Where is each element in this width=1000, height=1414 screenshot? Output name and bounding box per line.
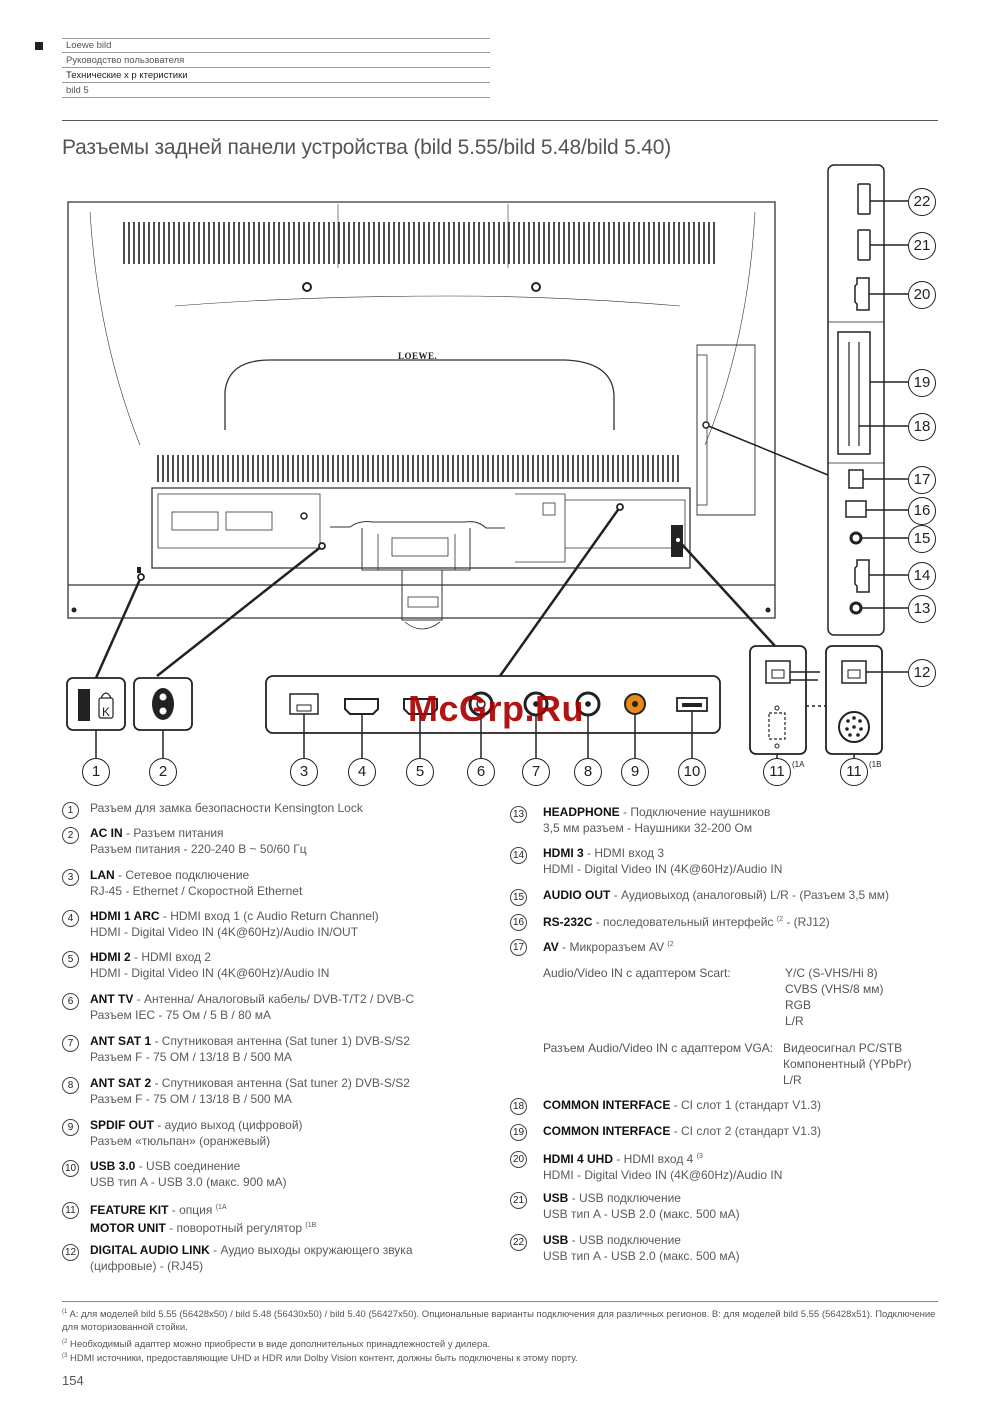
legend-desc: - HDMI вход 4 — [613, 1152, 694, 1166]
footnote-mark: (2 — [62, 1339, 68, 1345]
callout-14: 14 — [908, 562, 936, 590]
callout-19: 19 — [908, 369, 936, 397]
vent-top — [124, 222, 714, 264]
legend-title: COMMON INTERFACE — [543, 1124, 671, 1138]
legend-title: FEATURE KIT — [90, 1203, 169, 1217]
av-scart-value: L/R — [785, 1014, 804, 1028]
mount-hole — [303, 283, 311, 291]
section-title: Разъемы задней панели устройства (bild 5.55/bild 5.48/bild 5.40) — [62, 136, 672, 159]
legend-desc: Разъем для замка безопасности Kensington Lock — [90, 801, 363, 815]
legend-item-5 — [90, 949, 329, 981]
av-vga-value: Компонентный (YPbPr) — [783, 1057, 912, 1071]
legend-title: LAN — [90, 868, 115, 882]
legend-item-9 — [90, 1117, 303, 1149]
footnote-rule — [62, 1301, 938, 1302]
callout-21: 21 — [908, 232, 936, 260]
legend-sup: (2 — [667, 941, 674, 948]
legend-num-19: 19 — [510, 1124, 527, 1141]
callout-5: 5 — [406, 758, 434, 786]
legend-item-14 — [543, 845, 782, 877]
legend-title: USB — [543, 1191, 569, 1205]
footnote-mark: (3 — [62, 1353, 68, 1359]
legend-desc: - Аудио выходы окружающего звука — [209, 1243, 413, 1257]
legend-line2: HDMI - Digital Video IN (4K@60Hz)/Audio IN — [543, 862, 783, 876]
legend-title: USB — [543, 1233, 569, 1247]
legend-num-17: 17 — [510, 939, 527, 956]
legend-title: ANT SAT 2 — [90, 1076, 152, 1090]
feature-kit-box — [750, 646, 882, 754]
legend-item-13 — [543, 804, 770, 836]
legend-item-15 — [543, 887, 889, 903]
callout-2: 2 — [149, 758, 177, 786]
legend-num-18: 18 — [510, 1098, 527, 1115]
callout-11b: 11 — [840, 758, 868, 786]
legend-desc: - Спутниковая антенна (Sat tuner 2) DVB-S/S2 — [151, 1076, 410, 1090]
legend-line2: Разъем F - 75 ОМ / 13/18 В / 500 МА — [90, 1092, 292, 1106]
hdmi-port-14 — [855, 560, 869, 592]
footnote-text: HDMI источники, предоставляющие UHD и HDR или Dolby Vision контент, должны быть подключены к этому порту. — [67, 1353, 578, 1365]
callout-11b-sup: (1B — [869, 760, 882, 769]
legend-line2: Разъем IEC - 75 Ом / 5 В / 80 мА — [90, 1008, 272, 1022]
legend-title: HEADPHONE — [543, 805, 620, 819]
legend-title: USB 3.0 — [90, 1159, 136, 1173]
callout-3: 3 — [290, 758, 318, 786]
legend-item-20 — [543, 1149, 782, 1183]
av-scart-label: Audio/Video IN с адаптером Scart: — [543, 966, 731, 980]
callout-7: 7 — [522, 758, 550, 786]
legend-num-2: 2 — [62, 827, 79, 844]
footnote-3 — [62, 1350, 942, 1365]
callout-11a-sup: (1A — [792, 760, 805, 769]
legend-line2: USB тип A - USB 3.0 (макс. 900 мА) — [90, 1175, 287, 1189]
ac-in-box — [134, 678, 192, 730]
legend-desc: - HDMI вход 2 — [130, 950, 211, 964]
callout-12: 12 — [908, 659, 936, 687]
legend-desc: - HDMI вход 3 — [583, 846, 664, 860]
callout-22: 22 — [908, 188, 936, 216]
legend-desc: - Микроразъем AV — [558, 940, 665, 954]
header-model: bild 5 — [62, 84, 490, 98]
watermark: McGrp.Ru — [408, 688, 585, 729]
legend-item-4 — [90, 908, 379, 940]
legend-num-4: 4 — [62, 910, 79, 927]
legend-num-8: 8 — [62, 1077, 79, 1094]
av-scart-value: RGB — [785, 998, 812, 1012]
legend-num-9: 9 — [62, 1119, 79, 1136]
legend-num-21: 21 — [510, 1192, 527, 1209]
legend-desc: - USB подключение — [568, 1191, 681, 1205]
footnote-mark: (1 — [62, 1309, 68, 1315]
legend-line2: Разъем «тюльпан» (оранжевый) — [90, 1134, 271, 1148]
legend-item-19 — [543, 1123, 821, 1139]
callout-8: 8 — [574, 758, 602, 786]
legend-line2: Разъем питания - 220-240 В ~ 50/60 Гц — [90, 842, 307, 856]
mount-hole — [532, 283, 540, 291]
usb-port-22 — [858, 184, 870, 214]
legend-title: AC IN — [90, 826, 123, 840]
legend-item-16 — [543, 912, 830, 930]
legend-num-13: 13 — [510, 806, 527, 823]
legend-num-15: 15 — [510, 889, 527, 906]
legend-title: AUDIO OUT — [543, 888, 611, 902]
legend-desc: - HDMI вход 1 (с Audio Return Channel) — [159, 909, 379, 923]
legend-desc: - последовательный интерфейс — [592, 915, 774, 929]
legend-desc: - Спутниковая антенна (Sat tuner 1) DVB-S/S2 — [151, 1034, 410, 1048]
callout-11a: 11 — [763, 758, 791, 786]
footnote-1 — [62, 1306, 942, 1334]
legend-title: SPDIF OUT — [90, 1118, 155, 1132]
legend-item-3 — [90, 867, 302, 899]
hdmi-port-20 — [855, 278, 869, 310]
callout-4: 4 — [348, 758, 376, 786]
legend-line2: 3,5 мм разъем - Наушники 32-200 Ом — [543, 821, 753, 835]
legend-item-7 — [90, 1033, 410, 1065]
legend-title: ANT SAT 1 — [90, 1034, 152, 1048]
usb-port-21 — [858, 230, 870, 260]
legend-title: HDMI 2 — [90, 950, 131, 964]
legend-desc: - Сетевое подключение — [114, 868, 250, 882]
legend-desc: - Разъем питания — [122, 826, 224, 840]
footnote-text: Необходимый адаптер можно приобрести в виде дополнительных принадлежностей у дилера. — [67, 1339, 491, 1351]
legend-item-2 — [90, 825, 307, 857]
legend-num-5: 5 — [62, 951, 79, 968]
headphone-jack-13 — [851, 603, 861, 613]
legend-item-21 — [543, 1190, 740, 1222]
legend-line2: RJ-45 - Ethernet / Скоростной Ethernet — [90, 884, 303, 898]
legend-desc2: - (RJ12) — [782, 915, 830, 929]
legend-title: ANT TV — [90, 992, 134, 1006]
header-manual: Руководство пользователя — [62, 54, 490, 68]
legend-line2: HDMI - Digital Video IN (4K@60Hz)/Audio IN/OUT — [90, 925, 359, 939]
legend-line2: (цифровые) - (RJ45) — [90, 1259, 204, 1273]
callout-10: 10 — [678, 758, 706, 786]
legend-num-12: 12 — [62, 1244, 79, 1261]
callout-1: 1 — [82, 758, 110, 786]
footnote-2 — [62, 1336, 942, 1351]
legend-desc: - Аудиовыход (аналоговый) L/R - (Разъем 3,5 мм) — [610, 888, 890, 902]
callout-18: 18 — [908, 413, 936, 441]
legend-title: AV — [543, 940, 559, 954]
callout-16: 16 — [908, 497, 936, 525]
footnote-text: A: для моделей bild 5.55 (56428x50) / bild 5.48 (56430x50) / bild 5.40 (56427x50). Опциональные варианты подключения для различных регионов. B: для моделей bild 5.55 (56428x51). Подключение для моторизованной стойки. — [62, 1309, 936, 1334]
header-chapter: Технические х р ктеристики — [62, 69, 490, 83]
av-port-17 — [849, 470, 863, 488]
legend-sup: (3 — [696, 1153, 703, 1160]
legend-sup: (1A — [215, 1204, 227, 1211]
legend-line2: USB тип A - USB 2.0 (макс. 500 мА) — [543, 1249, 740, 1263]
legend-num-6: 6 — [62, 993, 79, 1010]
legend-num-7: 7 — [62, 1035, 79, 1052]
callout-17: 17 — [908, 466, 936, 494]
kensington-box — [67, 678, 125, 730]
legend-num-1: 1 — [62, 802, 79, 819]
legend-item-12 — [90, 1242, 413, 1274]
legend-item-1 — [90, 800, 363, 816]
legend-line2: Разъем F - 75 ОМ / 13/18 В / 500 МА — [90, 1050, 292, 1064]
callout-20: 20 — [908, 281, 936, 309]
legend-num-20: 20 — [510, 1151, 527, 1168]
page-number: 154 — [62, 1373, 84, 1388]
legend-desc: - опция — [168, 1203, 213, 1217]
legend-desc: - Подключение наушников — [619, 805, 771, 819]
legend-line2: - поворотный регулятор — [165, 1221, 303, 1235]
legend-title: DIGITAL AUDIO LINK — [90, 1243, 210, 1257]
legend-desc: - CI слот 1 (стандарт V1.3) — [670, 1098, 821, 1112]
legend-line2-title: MOTOR UNIT — [90, 1221, 166, 1235]
legend-num-10: 10 — [62, 1160, 79, 1177]
legend-title: HDMI 1 ARC — [90, 909, 160, 923]
legend-item-8 — [90, 1075, 410, 1107]
legend-sup: (2 — [776, 916, 783, 923]
av-scart-value: CVBS (VHS/8 мм) — [785, 982, 884, 996]
side-connector-panel — [828, 165, 884, 635]
callout-6: 6 — [467, 758, 495, 786]
legend-num-22: 22 — [510, 1234, 527, 1251]
legend-sup: (1B — [305, 1222, 317, 1229]
callout-9: 9 — [621, 758, 649, 786]
legend-num-11: 11 — [62, 1202, 79, 1219]
legend-title: RS-232C — [543, 915, 593, 929]
legend-title: COMMON INTERFACE — [543, 1098, 671, 1112]
hdmi1-port — [345, 699, 378, 714]
legend-item-17 — [543, 937, 674, 955]
legend-item-6 — [90, 991, 414, 1023]
av-vga-label: Разъем Audio/Video IN с адаптером VGA: — [543, 1041, 774, 1055]
legend-desc: - аудио выход (цифровой) — [154, 1118, 303, 1132]
legend-desc: - Антенна/ Аналоговый кабель/ DVB-T/T2 / DVB-C — [133, 992, 415, 1006]
legend-line2: HDMI - Digital Video IN (4K@60Hz)/Audio IN — [543, 1168, 783, 1182]
legend-desc: - CI слот 2 (стандарт V1.3) — [670, 1124, 821, 1138]
tv-outline — [68, 202, 775, 618]
legend-desc: - USB подключение — [568, 1233, 681, 1247]
legend-item-10 — [90, 1158, 287, 1190]
legend-title: HDMI 3 — [543, 846, 584, 860]
legend-item-22 — [543, 1232, 740, 1264]
header-product: Loewe bild — [62, 39, 490, 53]
av-vga-value: L/R — [783, 1073, 802, 1087]
legend-item-11 — [90, 1200, 316, 1236]
svg-text:K: K — [102, 705, 111, 719]
av-scart-value: Y/C (S-VHS/Hi 8) — [785, 966, 878, 980]
av-vga-value: Видеосигнал PC/STB — [783, 1041, 903, 1055]
legend-title: HDMI 4 UHD — [543, 1152, 614, 1166]
callout-15: 15 — [908, 525, 936, 553]
ci-slot-frame — [838, 332, 870, 454]
legend-num-16: 16 — [510, 914, 527, 931]
legend-desc: - USB соединение — [135, 1159, 241, 1173]
rs232-port-16 — [846, 501, 866, 517]
legend-num-14: 14 — [510, 847, 527, 864]
vent-bottom — [158, 455, 678, 482]
callout-13: 13 — [908, 595, 936, 623]
tv-logo: LOEWE. — [398, 351, 438, 361]
legend-line2: USB тип A - USB 2.0 (макс. 500 мА) — [543, 1207, 740, 1221]
legend-item-18 — [543, 1097, 821, 1113]
audio-out-jack-15 — [851, 533, 861, 543]
legend-num-3: 3 — [62, 869, 79, 886]
legend-line2: HDMI - Digital Video IN (4K@60Hz)/Audio IN — [90, 966, 330, 980]
